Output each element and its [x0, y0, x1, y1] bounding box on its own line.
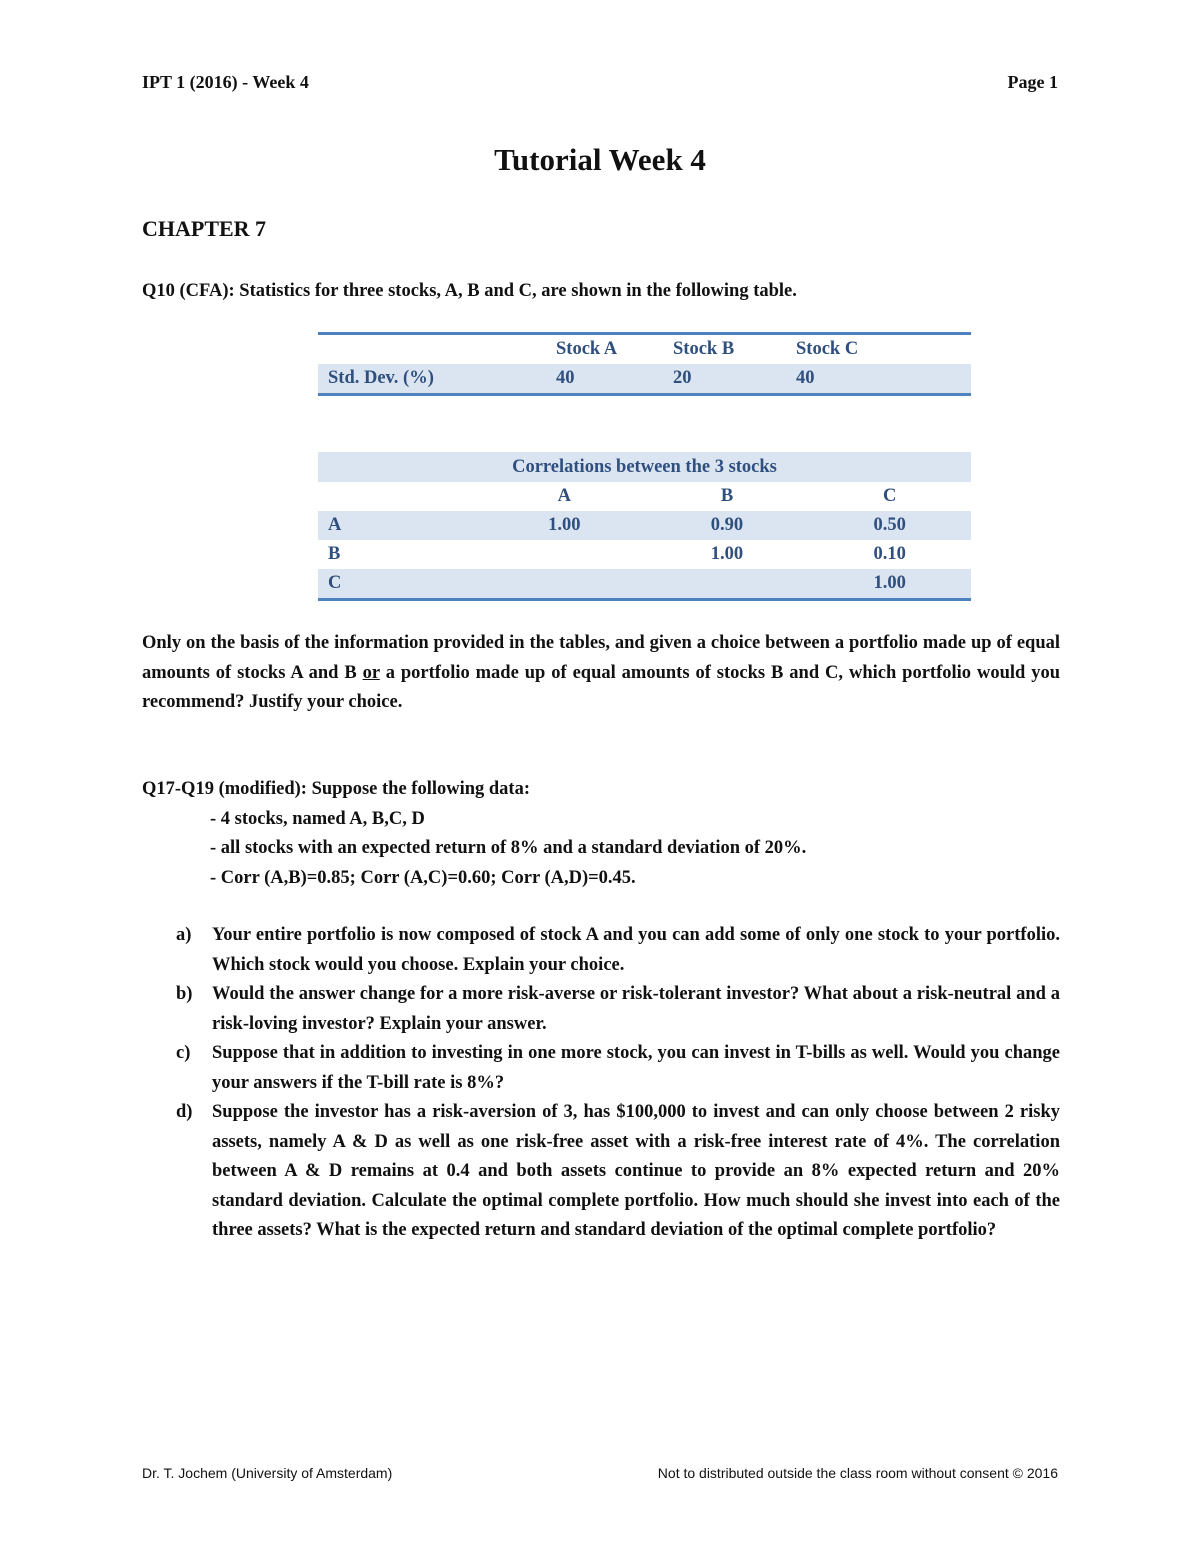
item-marker: c) [176, 1043, 191, 1063]
corr-table-title-row [318, 452, 971, 482]
item-text: Your entire portfolio is now composed of stock A and you can add some of only one stock to your portfolio. Which stock would you choose. Explain your choice. [212, 925, 1060, 975]
corr-row-label: A [318, 511, 483, 540]
list-item [142, 980, 1060, 1039]
std-table-row [318, 364, 971, 393]
std-table-header-b: Stock B [673, 339, 735, 359]
std-table-header-a: Stock A [556, 339, 618, 359]
corr-table-header-empty [318, 482, 483, 511]
item-marker: d) [176, 1102, 193, 1122]
corr-table-header-c: C [882, 486, 897, 506]
footer-notice: Not to distributed outside the class room without consent © 2016 [657, 1465, 1058, 1481]
corr-cell: 0.50 [808, 511, 971, 540]
corr-cell [646, 569, 809, 598]
corr-table-header-row [318, 482, 971, 511]
list-item [142, 1098, 1060, 1246]
corr-cell: 0.90 [646, 511, 809, 540]
item-text: Suppose that in addition to investing in one more stock, you can invest in T-bills as well. Would you change your answers if the T-bill rate is 8%? [212, 1043, 1060, 1093]
footer-author: Dr. T. Jochem (University of Amsterdam) [142, 1465, 393, 1481]
list-item [142, 921, 1060, 980]
std-table-value-b: 20 [663, 364, 786, 393]
q17-bullet: - all stocks with an expected return of 8% and a standard deviation of 20%. [210, 838, 807, 858]
header-page-number: Page 1 [1007, 72, 1058, 92]
std-table-header-c: Stock C [796, 339, 859, 359]
std-table-header-empty [318, 335, 546, 364]
std-table-value-c: 40 [786, 364, 971, 393]
q17-bullet: - Corr (A,B)=0.85; Corr (A,C)=0.60; Corr (A,D)=0.45. [210, 867, 636, 888]
correlation-table [318, 452, 971, 601]
header-course: IPT 1 (2016) - Week 4 [142, 72, 309, 92]
chapter-heading: CHAPTER 7 [142, 216, 267, 241]
q10-body-or: or [362, 662, 380, 683]
corr-table-row [318, 511, 971, 540]
item-text: Would the answer change for a more risk-averse or risk-tolerant investor? What about a risk-neutral and a risk-loving investor? Explain your answer. [212, 984, 1060, 1034]
q17-bullet: - 4 stocks, named A, B,C, D [210, 808, 425, 829]
corr-table-row [318, 540, 971, 569]
corr-row-label: C [318, 569, 483, 598]
q10-body-post: a portfolio made up of equal amounts of stocks B and C, which portfolio would you recommend? Justify your choice. [142, 662, 1061, 712]
list-item [142, 1039, 1060, 1098]
q10-intro-text: Statistics for three stocks, A, B and C, are shown in the following table. [234, 281, 797, 301]
corr-table-title: Correlations between the 3 stocks [318, 452, 971, 482]
corr-cell: 0.10 [873, 544, 906, 564]
item-marker: b) [176, 984, 193, 1004]
std-table-header-row [318, 335, 971, 364]
corr-table-row [318, 569, 971, 598]
std-table-row-label: Std. Dev. (%) [318, 364, 546, 393]
corr-cell [483, 569, 646, 598]
std-dev-table [318, 332, 971, 396]
q10-label: Q10 (CFA): [142, 281, 235, 301]
item-marker: a) [176, 925, 192, 945]
corr-cell: 1.00 [808, 569, 971, 598]
std-table-value-a: 40 [546, 364, 663, 393]
q17-intro [142, 775, 1062, 893]
corr-cell: 1.00 [483, 511, 646, 540]
corr-row-label: B [328, 544, 341, 564]
corr-cell [483, 540, 646, 569]
document-title: Tutorial Week 4 [494, 142, 706, 177]
q17-label: Q17-Q19 (modified): [142, 779, 307, 799]
corr-cell: 1.00 [710, 544, 744, 564]
q10-question [142, 629, 1060, 718]
q17-sub-questions [142, 921, 1060, 1246]
item-text: Suppose the investor has a risk-aversion of 3, has $100,000 to invest and can only choose between 2 risky assets, namely A & D as well as one risk-free asset with a risk-free interest rate of 4%. The correlation between A & D remains at 0.4 and both assets continue to provide an 8% expected return and 20% standard deviation. Calculate the optimal complete portfolio. How much should she invest into each of the three assets? What is the expected return and standard deviation of the optimal complete portfolio? [212, 1102, 1060, 1240]
q10-intro [142, 277, 1062, 307]
corr-table-header-b: B [720, 486, 734, 506]
q17-intro-text: Suppose the following data: [306, 779, 531, 799]
q10-body-pre: Only on the basis of the information provided in the tables, and given a choice between a portfolio made up of equal amounts of stocks A and B [142, 633, 1060, 683]
corr-table-header-a: A [557, 486, 572, 506]
